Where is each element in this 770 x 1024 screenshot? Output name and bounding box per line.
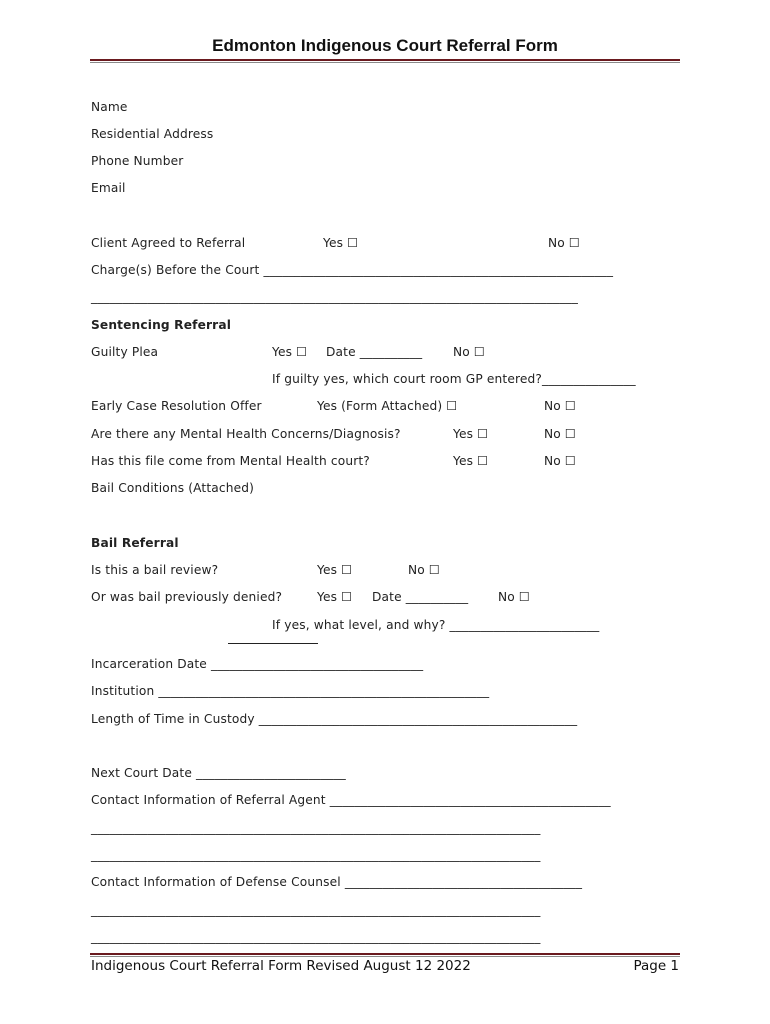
bail-denied-row <box>0 590 770 608</box>
client-agreed-row <box>0 236 770 254</box>
client-agreed-label: Client Agreed to Referral <box>91 236 246 250</box>
header-divider <box>90 59 680 63</box>
name-row <box>0 100 770 118</box>
referral-agent-field[interactable]: Contact Information of Referral Agent _____________________________________________ <box>91 793 611 807</box>
charges-field[interactable]: Charge(s) Before the Court ________________________________________________________ <box>91 263 614 277</box>
bail-denied-date-field[interactable]: Date __________ <box>372 590 469 604</box>
ecr-label: Early Case Resolution Offer <box>91 399 262 413</box>
next-court-date-field[interactable]: Next Court Date ________________________ <box>91 766 346 780</box>
phone-row <box>0 154 770 172</box>
custody-row <box>0 712 770 730</box>
level-why-row <box>0 618 770 636</box>
incarceration-date-field[interactable]: Incarceration Date __________________________________ <box>91 657 424 671</box>
guilty-plea-row <box>0 345 770 363</box>
bail-heading-row <box>0 536 770 554</box>
mental-health-label: Are there any Mental Health Concerns/Diagnosis? <box>91 427 401 441</box>
guilty-plea-date-field[interactable]: Date __________ <box>326 345 423 359</box>
bail-denied-label: Or was bail previously denied? <box>91 590 283 604</box>
sentencing-heading: Sentencing Referral <box>91 318 232 332</box>
mh-court-label: Has this file come from Mental Health court? <box>91 454 370 468</box>
client-agreed-yes-checkbox[interactable]: Yes ☐ <box>323 236 359 250</box>
address-row <box>0 127 770 145</box>
address-label: Residential Address <box>91 127 214 141</box>
referral-agent-line-2[interactable]: ________________________________________________________________________ <box>91 848 541 862</box>
charges-line-row <box>0 290 770 308</box>
page-footer <box>0 958 770 978</box>
ecr-row <box>0 399 770 417</box>
bail-denied-no-checkbox[interactable]: No ☐ <box>498 590 530 604</box>
ecr-yes-checkbox[interactable]: Yes (Form Attached) ☐ <box>317 399 458 413</box>
sentencing-heading-row <box>0 318 770 336</box>
footer-divider <box>90 953 680 957</box>
footer-revision-text: Indigenous Court Referral Form Revised August 12 2022 <box>91 958 471 974</box>
bail-review-label: Is this a bail review? <box>91 563 219 577</box>
guilty-plea-label: Guilty Plea <box>91 345 159 359</box>
institution-field[interactable]: Institution _____________________________________________________ <box>91 684 490 698</box>
mental-health-row <box>0 427 770 445</box>
referral-agent-line-1[interactable]: ________________________________________________________________________ <box>91 821 541 835</box>
email-label: Email <box>91 181 126 195</box>
court-room-field[interactable]: If guilty yes, which court room GP entered?_______________ <box>272 372 636 386</box>
next-court-row <box>0 766 770 784</box>
phone-label: Phone Number <box>91 154 184 168</box>
referral-agent-row <box>0 793 770 811</box>
mh-court-no-checkbox[interactable]: No ☐ <box>544 454 576 468</box>
mh-court-row <box>0 454 770 472</box>
agent-line-2-row <box>0 848 770 866</box>
defense-counsel-field[interactable]: Contact Information of Defense Counsel ______________________________________ <box>91 875 583 889</box>
incarceration-row <box>0 657 770 675</box>
guilty-plea-yes-checkbox[interactable]: Yes ☐ <box>272 345 308 359</box>
mental-health-no-checkbox[interactable]: No ☐ <box>544 427 576 441</box>
custody-length-field[interactable]: Length of Time in Custody ___________________________________________________ <box>91 712 578 726</box>
bail-denied-yes-checkbox[interactable]: Yes ☐ <box>317 590 353 604</box>
agent-line-1-row <box>0 821 770 839</box>
mh-court-yes-checkbox[interactable]: Yes ☐ <box>453 454 489 468</box>
counsel-line-1-row <box>0 903 770 921</box>
charges-line-2[interactable]: ______________________________________________________________________________ <box>91 290 579 304</box>
mental-health-yes-checkbox[interactable]: Yes ☐ <box>453 427 489 441</box>
charges-row <box>0 263 770 281</box>
bail-review-row <box>0 563 770 581</box>
bail-review-no-checkbox[interactable]: No ☐ <box>408 563 440 577</box>
bail-conditions-row <box>0 481 770 499</box>
bail-review-yes-checkbox[interactable]: Yes ☐ <box>317 563 353 577</box>
ecr-no-checkbox[interactable]: No ☐ <box>544 399 576 413</box>
email-row <box>0 181 770 199</box>
defense-counsel-row <box>0 875 770 893</box>
bail-heading: Bail Referral <box>91 536 179 550</box>
name-label: Name <box>91 100 128 114</box>
institution-row <box>0 684 770 702</box>
counsel-line-2-row <box>0 930 770 948</box>
defense-counsel-line-2[interactable]: ________________________________________________________________________ <box>91 930 541 944</box>
court-room-row <box>0 372 770 390</box>
guilty-plea-no-checkbox[interactable]: No ☐ <box>453 345 485 359</box>
level-why-continuation-line[interactable] <box>228 642 318 644</box>
form-title: Edmonton Indigenous Court Referral Form <box>212 36 558 55</box>
client-agreed-no-checkbox[interactable]: No ☐ <box>548 236 580 250</box>
page-number: Page 1 <box>633 958 679 974</box>
defense-counsel-line-1[interactable]: ________________________________________________________________________ <box>91 903 541 917</box>
level-why-field[interactable]: If yes, what level, and why? ________________________ <box>272 618 600 632</box>
bail-conditions-label: Bail Conditions (Attached) <box>91 481 255 495</box>
